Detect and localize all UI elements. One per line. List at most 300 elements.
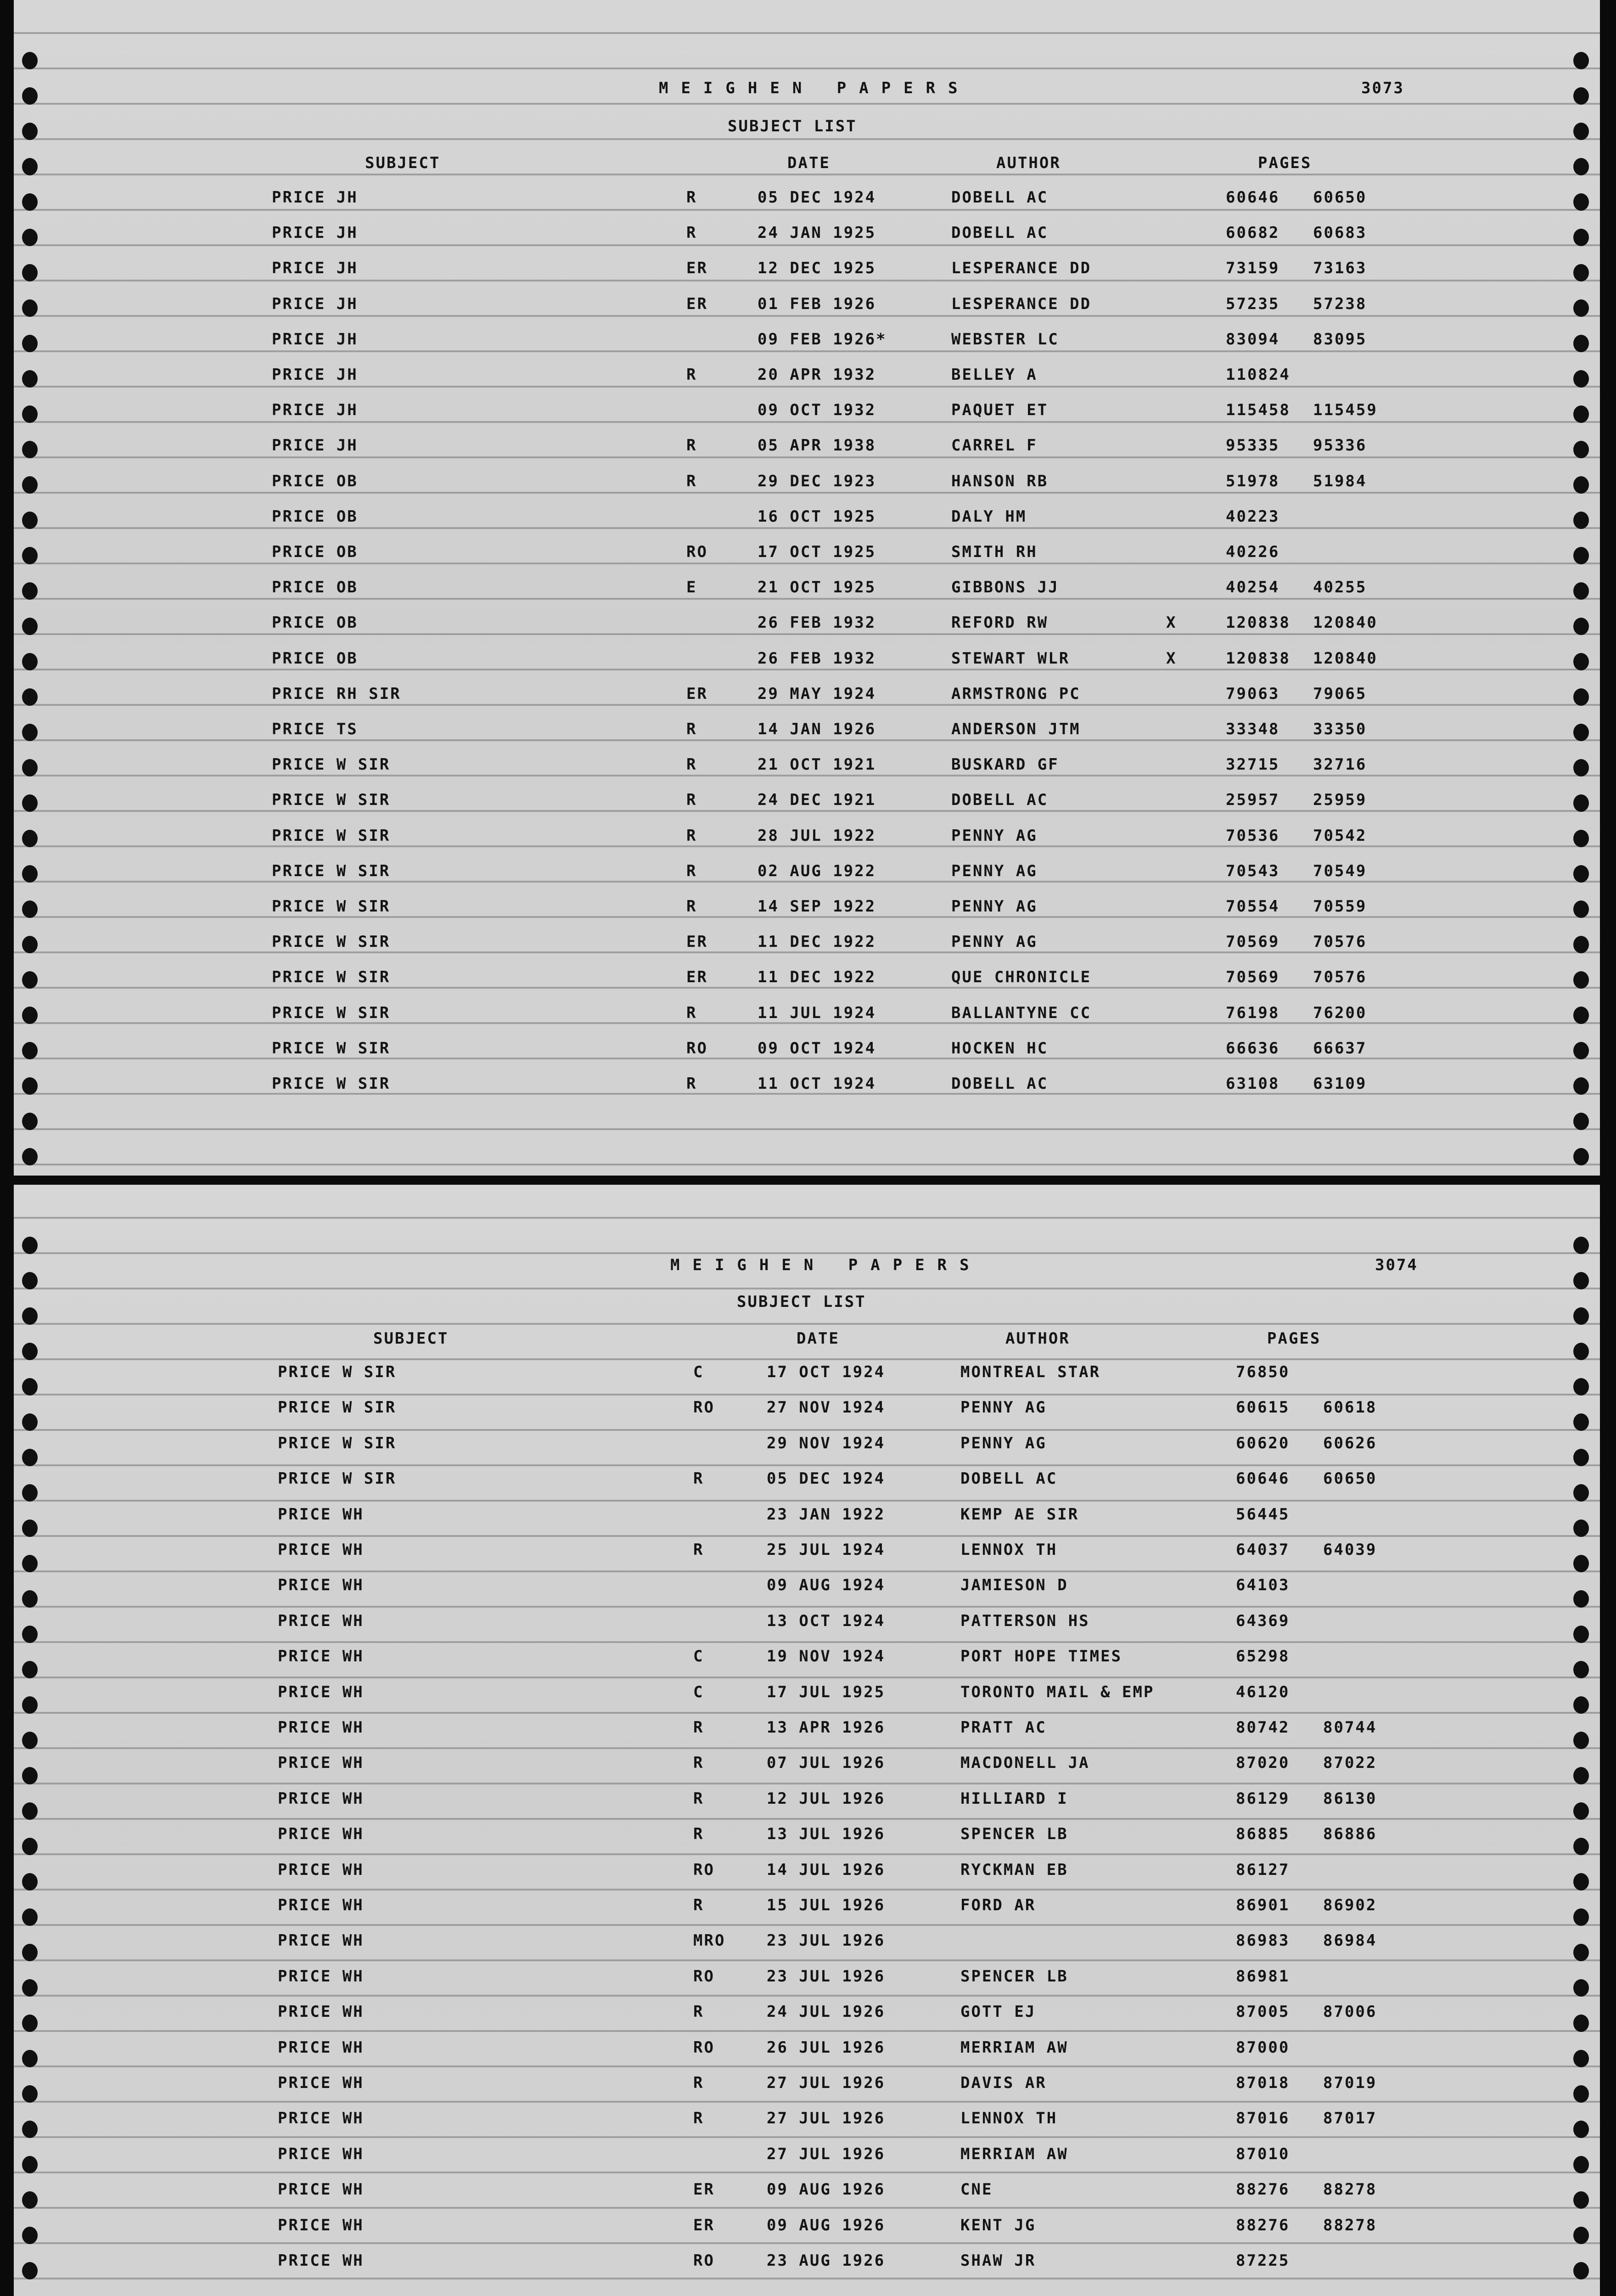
page-end-cell: 70576 xyxy=(1313,933,1367,951)
subject-list-heading: SUBJECT LIST xyxy=(737,1293,866,1311)
author-cell: MERRIAM AW xyxy=(960,2145,1068,2163)
subject-cell: PRICE JH xyxy=(272,259,358,277)
author-cell: PATTERSON HS xyxy=(960,1612,1090,1630)
page-start-cell: 60646 xyxy=(1236,1469,1290,1488)
page-end-cell: 88278 xyxy=(1323,2216,1377,2234)
table-row xyxy=(14,1931,1600,1954)
column-header-date: DATE xyxy=(787,154,830,172)
code-cell: RO xyxy=(686,543,708,561)
page-end-cell: 86984 xyxy=(1323,1931,1377,1950)
ruling-line xyxy=(14,138,1600,140)
date-cell: 09 FEB 1926* xyxy=(758,330,887,349)
date-cell: 13 JUL 1926 xyxy=(767,1825,886,1843)
page-start-cell: 86885 xyxy=(1236,1825,1290,1843)
subject-cell: PRICE WH xyxy=(278,1861,364,1879)
page-start-cell: 70569 xyxy=(1226,968,1280,986)
ruling-line xyxy=(14,1464,1600,1466)
table-row xyxy=(14,188,1600,211)
author-cell: ANDERSON JTM xyxy=(951,720,1081,738)
sprocket-hole xyxy=(22,158,38,175)
author-cell: FORD AR xyxy=(960,1896,1036,1914)
author-cell: PORT HOPE TIMES xyxy=(960,1647,1122,1666)
sprocket-hole xyxy=(22,1113,38,1130)
author-cell: KEMP AE SIR xyxy=(960,1505,1079,1524)
date-cell: 23 AUG 1926 xyxy=(767,2251,886,2270)
code-cell: RO xyxy=(693,1398,715,1417)
ruling-line xyxy=(14,103,1600,105)
page-end-cell: 63109 xyxy=(1313,1075,1367,1093)
ruling-line xyxy=(14,1959,1600,1961)
page-start-cell: 57235 xyxy=(1226,295,1280,313)
author-cell: RYCKMAN EB xyxy=(960,1861,1068,1879)
code-cell: R xyxy=(693,1469,704,1488)
date-cell: 17 JUL 1925 xyxy=(767,1683,886,1701)
code-cell: R xyxy=(686,791,697,809)
code-cell: R xyxy=(686,436,697,455)
ruling-line xyxy=(14,1641,1600,1643)
table-row xyxy=(14,2216,1600,2239)
code-cell: R xyxy=(693,2109,704,2127)
page-end-cell: 80744 xyxy=(1323,1718,1377,1737)
column-header-author: AUTHOR xyxy=(1005,1329,1070,1348)
page-start-cell: 76198 xyxy=(1226,1004,1280,1022)
page-end-cell: 87006 xyxy=(1323,2003,1377,2021)
page-start-cell: 87016 xyxy=(1236,2109,1290,2127)
subject-cell: PRICE W SIR xyxy=(272,862,391,880)
table-row xyxy=(14,366,1600,388)
date-cell: 07 JUL 1926 xyxy=(767,1754,886,1772)
ruling-line xyxy=(14,32,1600,34)
table-row xyxy=(14,1967,1600,1990)
ruling-line xyxy=(14,2030,1600,2032)
table-row xyxy=(14,1825,1600,1848)
author-cell: DOBELL AC xyxy=(951,224,1049,242)
code-cell: R xyxy=(686,188,697,207)
sprocket-hole xyxy=(1573,1113,1589,1130)
page-end-cell: 79065 xyxy=(1313,685,1367,703)
subject-cell: PRICE JH xyxy=(272,224,358,242)
date-cell: 23 JAN 1922 xyxy=(767,1505,886,1524)
page-end-cell: 120840 xyxy=(1313,649,1378,668)
date-cell: 27 JUL 1926 xyxy=(767,2109,886,2127)
table-row xyxy=(14,2109,1600,2132)
sprocket-hole xyxy=(1573,123,1589,140)
table-row xyxy=(14,1754,1600,1777)
page-start-cell: 86983 xyxy=(1236,1931,1290,1950)
author-cell: SMITH RH xyxy=(951,543,1038,561)
code-cell: R xyxy=(686,472,697,490)
subject-cell: PRICE JH xyxy=(272,295,358,313)
table-row xyxy=(14,1505,1600,1528)
page-end-cell: 115459 xyxy=(1313,401,1378,419)
subject-cell: PRICE WH xyxy=(278,1541,364,1559)
table-row xyxy=(14,1363,1600,1386)
sprocket-hole xyxy=(22,87,38,105)
code-cell: RO xyxy=(686,1039,708,1058)
code-cell: ER xyxy=(686,968,708,986)
sprocket-hole xyxy=(1573,1237,1589,1254)
date-cell: 29 NOV 1924 xyxy=(767,1434,886,1452)
author-cell: BELLEY A xyxy=(951,366,1038,384)
subject-cell: PRICE OB xyxy=(272,578,358,597)
ruling-line xyxy=(14,1995,1600,1997)
author-cell: SPENCER LB xyxy=(960,1967,1068,1986)
column-header-subject: SUBJECT xyxy=(373,1329,449,1348)
date-cell: 23 JUL 1926 xyxy=(767,1931,886,1950)
listing-sheet-2 xyxy=(14,1185,1600,2296)
page-start-cell: 79063 xyxy=(1226,685,1280,703)
author-cell: DOBELL AC xyxy=(951,188,1049,207)
ruling-line xyxy=(14,1288,1600,1289)
table-row xyxy=(14,543,1600,566)
table-row xyxy=(14,1541,1600,1564)
date-cell: 14 JUL 1926 xyxy=(767,1861,886,1879)
subject-cell: PRICE W SIR xyxy=(272,827,391,845)
sprocket-hole xyxy=(1573,1343,1589,1360)
subject-cell: PRICE W SIR xyxy=(272,968,391,986)
page-end-cell: 60650 xyxy=(1323,1469,1377,1488)
ruling-line xyxy=(14,1164,1600,1165)
author-cell: DOBELL AC xyxy=(951,791,1049,809)
code-cell: RO xyxy=(693,1967,715,1986)
ruling-line xyxy=(14,1217,1600,1219)
ruling-line xyxy=(14,1924,1600,1926)
sprocket-hole xyxy=(22,52,38,69)
date-cell: 28 JUL 1922 xyxy=(758,827,876,845)
page-end-cell: 83095 xyxy=(1313,330,1367,349)
author-cell: SHAW JR xyxy=(960,2251,1036,2270)
page-start-cell: 70536 xyxy=(1226,827,1280,845)
ruling-line xyxy=(14,1535,1600,1537)
page-end-cell: 70549 xyxy=(1313,862,1367,880)
table-row xyxy=(14,259,1600,282)
code-cell: RO xyxy=(693,2251,715,2270)
table-row xyxy=(14,472,1600,495)
subject-cell: PRICE W SIR xyxy=(278,1398,397,1417)
ruling-line xyxy=(14,1606,1600,1608)
page-start-cell: 56445 xyxy=(1236,1505,1290,1524)
page-end-cell: 87017 xyxy=(1323,2109,1377,2127)
page-start-cell: 60620 xyxy=(1236,1434,1290,1452)
page-end-cell: 32716 xyxy=(1313,755,1367,774)
table-row xyxy=(14,1434,1600,1457)
page-start-cell: 87010 xyxy=(1236,2145,1290,2163)
table-row xyxy=(14,1075,1600,1097)
ruling-line xyxy=(14,1394,1600,1396)
table-row xyxy=(14,933,1600,956)
page-start-cell: 60615 xyxy=(1236,1398,1290,1417)
page-start-cell: 87018 xyxy=(1236,2074,1290,2092)
page-start-cell: 110824 xyxy=(1226,366,1291,384)
date-cell: 21 OCT 1925 xyxy=(758,578,876,597)
table-row xyxy=(14,968,1600,991)
page-end-cell: 70559 xyxy=(1313,897,1367,916)
date-cell: 27 JUL 1926 xyxy=(767,2074,886,2092)
page-start-cell: 115458 xyxy=(1226,401,1291,419)
column-header-pages: PAGES xyxy=(1258,154,1312,172)
page-start-cell: 40226 xyxy=(1226,543,1280,561)
author-cell: PRATT AC xyxy=(960,1718,1047,1737)
subject-cell: PRICE WH xyxy=(278,1612,364,1630)
date-cell: 16 OCT 1925 xyxy=(758,507,876,526)
code-cell: ER xyxy=(693,2180,715,2199)
author-cell: WEBSTER LC xyxy=(951,330,1059,349)
table-row xyxy=(14,1398,1600,1421)
mark-cell: X xyxy=(1166,649,1177,668)
author-cell: DOBELL AC xyxy=(951,1075,1049,1093)
page-end-cell: 70576 xyxy=(1313,968,1367,986)
subject-cell: PRICE OB xyxy=(272,613,358,632)
subject-cell: PRICE W SIR xyxy=(272,1075,391,1093)
date-cell: 12 JUL 1926 xyxy=(767,1790,886,1808)
subject-cell: PRICE WH xyxy=(278,1576,364,1594)
author-cell: REFORD RW xyxy=(951,613,1049,632)
sprocket-hole xyxy=(1573,87,1589,105)
author-cell: LENNOX TH xyxy=(960,2109,1058,2127)
code-cell: C xyxy=(693,1683,704,1701)
author-cell: PENNY AG xyxy=(960,1398,1047,1417)
page-end-cell: 120840 xyxy=(1313,613,1378,632)
subject-cell: PRICE WH xyxy=(278,1967,364,1986)
page-start-cell: 40223 xyxy=(1226,507,1280,526)
page-end-cell: 57238 xyxy=(1313,295,1367,313)
table-row xyxy=(14,436,1600,459)
author-cell: PENNY AG xyxy=(960,1434,1047,1452)
subject-cell: PRICE JH xyxy=(272,401,358,419)
date-cell: 11 DEC 1922 xyxy=(758,968,876,986)
code-cell: R xyxy=(686,366,697,384)
subject-cell: PRICE TS xyxy=(272,720,358,738)
code-cell: ER xyxy=(686,933,708,951)
page-start-cell: 86981 xyxy=(1236,1967,1290,1986)
page-start-cell: 86127 xyxy=(1236,1861,1290,1879)
date-cell: 24 JUL 1926 xyxy=(767,2003,886,2021)
date-cell: 13 OCT 1924 xyxy=(767,1612,886,1630)
date-cell: 21 OCT 1921 xyxy=(758,755,876,774)
author-cell: PENNY AG xyxy=(951,862,1038,880)
date-cell: 11 DEC 1922 xyxy=(758,933,876,951)
date-cell: 26 JUL 1926 xyxy=(767,2038,886,2057)
page-start-cell: 120838 xyxy=(1226,649,1291,668)
code-cell: ER xyxy=(686,295,708,313)
code-cell: R xyxy=(693,1541,704,1559)
page-start-cell: 86129 xyxy=(1236,1790,1290,1808)
date-cell: 24 DEC 1921 xyxy=(758,791,876,809)
ruling-line xyxy=(14,2065,1600,2067)
subject-cell: PRICE W SIR xyxy=(272,791,391,809)
table-row xyxy=(14,649,1600,672)
table-row xyxy=(14,295,1600,318)
sprocket-hole xyxy=(22,1237,38,1254)
table-row xyxy=(14,330,1600,353)
author-cell: SPENCER LB xyxy=(960,1825,1068,1843)
code-cell: R xyxy=(686,1075,697,1093)
page-end-cell: 40255 xyxy=(1313,578,1367,597)
subject-cell: PRICE WH xyxy=(278,2074,364,2092)
ruling-line xyxy=(14,1747,1600,1749)
page-end-cell: 76200 xyxy=(1313,1004,1367,1022)
sprocket-hole xyxy=(22,1148,38,1165)
page-start-cell: 86901 xyxy=(1236,1896,1290,1914)
date-cell: 15 JUL 1926 xyxy=(767,1896,886,1914)
subject-list-heading: SUBJECT LIST xyxy=(728,117,857,135)
subject-cell: PRICE JH xyxy=(272,366,358,384)
author-cell: BUSKARD GF xyxy=(951,755,1059,774)
subject-cell: PRICE WH xyxy=(278,2180,364,2199)
subject-cell: PRICE W SIR xyxy=(272,897,391,916)
code-cell: R xyxy=(686,862,697,880)
subject-cell: PRICE JH xyxy=(272,188,358,207)
ruling-line xyxy=(14,68,1600,69)
code-cell: E xyxy=(686,578,697,597)
sprocket-hole xyxy=(22,1343,38,1360)
code-cell: R xyxy=(686,224,697,242)
subject-cell: PRICE RH SIR xyxy=(272,685,401,703)
sprocket-hole xyxy=(1573,158,1589,175)
table-row xyxy=(14,897,1600,920)
code-cell: R xyxy=(686,1004,697,1022)
table-row xyxy=(14,2038,1600,2061)
date-cell: 02 AUG 1922 xyxy=(758,862,876,880)
code-cell: R xyxy=(686,897,697,916)
sprocket-hole xyxy=(1573,52,1589,69)
ruling-line xyxy=(14,2136,1600,2138)
author-cell: JAMIESON D xyxy=(960,1576,1068,1594)
subject-cell: PRICE W SIR xyxy=(278,1469,397,1488)
subject-cell: PRICE WH xyxy=(278,1505,364,1524)
page-start-cell: 64369 xyxy=(1236,1612,1290,1630)
code-cell: C xyxy=(693,1363,704,1381)
page-start-cell: 64103 xyxy=(1236,1576,1290,1594)
ruling-line xyxy=(14,1323,1600,1325)
code-cell: R xyxy=(686,720,697,738)
column-header-pages: PAGES xyxy=(1267,1329,1321,1348)
subject-cell: PRICE W SIR xyxy=(272,933,391,951)
author-cell: ARMSTRONG PC xyxy=(951,685,1081,703)
date-cell: 23 JUL 1926 xyxy=(767,1967,886,1986)
page-end-cell: 33350 xyxy=(1313,720,1367,738)
ruling-line xyxy=(14,1570,1600,1572)
author-cell: LESPERANCE DD xyxy=(951,259,1092,277)
page-start-cell: 120838 xyxy=(1226,613,1291,632)
page-end-cell: 86902 xyxy=(1323,1896,1377,1914)
ruling-line xyxy=(14,1128,1600,1130)
code-cell: R xyxy=(693,1790,704,1808)
author-cell: CARREL F xyxy=(951,436,1038,455)
sprocket-hole xyxy=(22,123,38,140)
column-header-subject: SUBJECT xyxy=(365,154,441,172)
page-start-cell: 65298 xyxy=(1236,1647,1290,1666)
ruling-line xyxy=(14,1252,1600,1254)
table-row xyxy=(14,1683,1600,1706)
date-cell: 17 OCT 1924 xyxy=(767,1363,886,1381)
table-row xyxy=(14,685,1600,708)
page-start-cell: 70569 xyxy=(1226,933,1280,951)
page-end-cell: 86130 xyxy=(1323,1790,1377,1808)
subject-cell: PRICE W SIR xyxy=(272,1039,391,1058)
code-cell: R xyxy=(686,755,697,774)
page-start-cell: 64037 xyxy=(1236,1541,1290,1559)
sprocket-hole xyxy=(1573,1272,1589,1289)
table-row xyxy=(14,827,1600,850)
subject-cell: PRICE JH xyxy=(272,330,358,349)
page-start-cell: 76850 xyxy=(1236,1363,1290,1381)
subject-cell: PRICE OB xyxy=(272,472,358,490)
author-cell: DOBELL AC xyxy=(960,1469,1058,1488)
page-end-cell: 60683 xyxy=(1313,224,1367,242)
date-cell: 29 MAY 1924 xyxy=(758,685,876,703)
code-cell: C xyxy=(693,1647,704,1666)
date-cell: 01 FEB 1926 xyxy=(758,295,876,313)
listing-sheet-1 xyxy=(14,0,1600,1176)
date-cell: 27 JUL 1926 xyxy=(767,2145,886,2163)
date-cell: 19 NOV 1924 xyxy=(767,1647,886,1666)
date-cell: 13 APR 1926 xyxy=(767,1718,886,1737)
author-cell: PENNY AG xyxy=(951,897,1038,916)
page-end-cell: 60618 xyxy=(1323,1398,1377,1417)
ruling-line xyxy=(14,1500,1600,1502)
subject-cell: PRICE WH xyxy=(278,1683,364,1701)
ruling-line xyxy=(14,2101,1600,2103)
table-row xyxy=(14,2145,1600,2168)
subject-cell: PRICE WH xyxy=(278,2216,364,2234)
table-row xyxy=(14,791,1600,814)
table-row xyxy=(14,507,1600,530)
author-cell: LENNOX TH xyxy=(960,1541,1058,1559)
code-cell: R xyxy=(693,1718,704,1737)
page-end-cell: 60626 xyxy=(1323,1434,1377,1452)
page-start-cell: 60682 xyxy=(1226,224,1280,242)
author-cell: DAVIS AR xyxy=(960,2074,1047,2092)
subject-cell: PRICE W SIR xyxy=(278,1363,397,1381)
ruling-line xyxy=(14,1818,1600,1820)
date-cell: 24 JAN 1925 xyxy=(758,224,876,242)
page-start-cell: 87000 xyxy=(1236,2038,1290,2057)
author-cell: HOCKEN HC xyxy=(951,1039,1049,1058)
table-row xyxy=(14,1039,1600,1062)
ruling-line xyxy=(14,1429,1600,1431)
page-end-cell: 95336 xyxy=(1313,436,1367,455)
author-cell: MERRIAM AW xyxy=(960,2038,1068,2057)
page-end-cell: 25959 xyxy=(1313,791,1367,809)
date-cell: 14 SEP 1922 xyxy=(758,897,876,916)
page-start-cell: 33348 xyxy=(1226,720,1280,738)
page-end-cell: 73163 xyxy=(1313,259,1367,277)
subject-cell: PRICE WH xyxy=(278,1790,364,1808)
table-row xyxy=(14,1790,1600,1812)
date-cell: 26 FEB 1932 xyxy=(758,613,876,632)
date-cell: 20 APR 1932 xyxy=(758,366,876,384)
author-cell: PENNY AG xyxy=(951,933,1038,951)
date-cell: 17 OCT 1925 xyxy=(758,543,876,561)
subject-cell: PRICE WH xyxy=(278,2003,364,2021)
code-cell: RO xyxy=(693,2038,715,2057)
code-cell: R xyxy=(693,1825,704,1843)
subject-cell: PRICE WH xyxy=(278,1931,364,1950)
page-start-cell: 32715 xyxy=(1226,755,1280,774)
page-start-cell: 83094 xyxy=(1226,330,1280,349)
page-number: 3073 xyxy=(1361,79,1404,97)
page-end-cell: 64039 xyxy=(1323,1541,1377,1559)
page-end-cell: 88278 xyxy=(1323,2180,1377,2199)
page-start-cell: 25957 xyxy=(1226,791,1280,809)
page-end-cell: 87019 xyxy=(1323,2074,1377,2092)
date-cell: 12 DEC 1925 xyxy=(758,259,876,277)
author-cell: TORONTO MAIL & EMP xyxy=(960,1683,1155,1701)
subject-cell: PRICE WH xyxy=(278,1718,364,1737)
table-row xyxy=(14,2003,1600,2026)
date-cell: 09 OCT 1924 xyxy=(758,1039,876,1058)
